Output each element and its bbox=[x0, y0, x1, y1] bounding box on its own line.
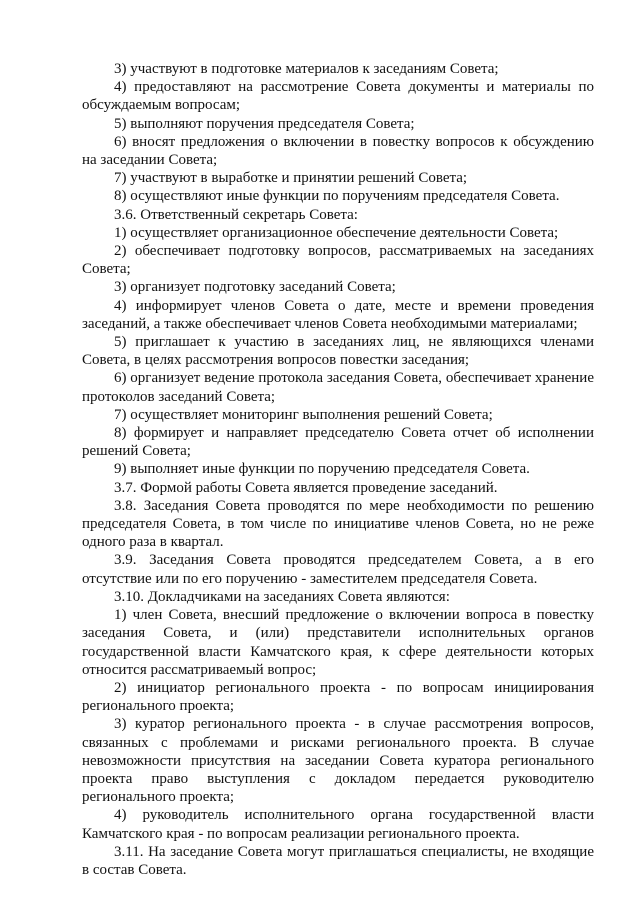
section-3-8: 3.8. Заседания Совета проводятся по мере необходимости по решению председателя Совета, в том числе по инициативе членов Совета, но не реже одного раза в квартал. bbox=[82, 497, 594, 551]
paragraph-3-6-item-2: 2) обеспечивает подготовку вопросов, рассматриваемых на заседаниях Совета; bbox=[82, 243, 594, 278]
paragraph-3-10-item-2: 2) инициатор регионального проекта - по вопросам инициирования регионального проекта; bbox=[82, 679, 594, 715]
paragraph-3-6-item-7: 7) осуществляет мониторинг выполнения решений Совета; bbox=[114, 406, 493, 423]
paragraph-3-6-item-4: 4) информирует членов Совета о дате, месте и времени проведения заседаний, а также обеспечивает членов Совета необходимыми материалами; bbox=[82, 297, 594, 332]
section-3-11: 3.11. На заседание Совета могут приглашаться специалисты, не входящие в состав Совета. bbox=[82, 843, 594, 878]
paragraph-3-5-item-6: 6) вносят предложения о включении в повестку вопросов к обсуждению на заседании Совета; bbox=[82, 133, 594, 169]
paragraph-3-5-item-7: 7) участвуют в выработке и принятии решений Совета; bbox=[114, 170, 468, 187]
paragraph-3-10-item-1: 1) член Совета, внесший предложение о включении вопроса в повестку заседания Совета, и (или) представители исполнительных органов государственной власти Камчатского края, к сфере деятельности которых относится рассматриваемый вопрос; bbox=[82, 607, 594, 678]
section-3-9: 3.9. Заседания Совета проводятся председателем Совета, а в его отсутствие или по его поручению - заместителем председателя Совета. bbox=[82, 552, 594, 587]
paragraph-3-6-item-3: 3) организует подготовку заседаний Совета; bbox=[114, 279, 396, 296]
section-3-7: 3.7. Формой работы Совета является проведение заседаний. bbox=[114, 479, 498, 496]
paragraph-3-6-item-8: 8) формирует и направляет председателю Совета отчет об исполнении решений Совета; bbox=[82, 425, 594, 460]
paragraph-3-6-item-5: 5) приглашает к участию в заседаниях лиц, не являющихся членами Совета, в целях рассмотрения вопросов повестки заседания; bbox=[82, 334, 594, 369]
paragraph-3-6-item-9: 9) выполняет иные функции по поручению председателя Совета. bbox=[114, 461, 530, 478]
paragraph-3-6-item-1: 1) осуществляет организационное обеспечение деятельности Совета; bbox=[114, 224, 559, 241]
paragraph-3-5-item-3: 3) участвуют в подготовке материалов к заседаниям Совета; bbox=[114, 61, 499, 77]
paragraph-3-5-item-8: 8) осуществляют иные функции по поручениям председателя Совета. bbox=[114, 188, 560, 205]
paragraph-3-5-item-4: 4) предоставляют на рассмотрение Совета документы и материалы по обсуждаемым вопросам; bbox=[82, 79, 594, 114]
section-3-10-heading: 3.10. Докладчиками на заседаниях Совета являются: bbox=[114, 588, 450, 605]
section-3-6-heading: 3.6. Ответственный секретарь Совета: bbox=[114, 206, 358, 223]
paragraph-3-10-item-4: 4) руководитель исполнительного органа государственной власти Камчатского края - по вопросам реализации регионального проекта. bbox=[82, 807, 594, 842]
paragraph-3-6-item-6: 6) организует ведение протокола заседания Совета, обеспечивает хранение протоколов заседаний Совета; bbox=[82, 370, 594, 405]
paragraph-3-10-item-3: 3) куратор регионального проекта - в случае рассмотрения вопросов, связанных с проблемами и рисками регионального проекта. В случае невозможности присутствия на заседании Совета куратора регионального проекта право выступления с докладом передается руководителю регионального проекта; bbox=[82, 716, 594, 806]
paragraph-3-5-item-5: 5) выполняют поручения председателя Совета; bbox=[114, 115, 415, 132]
